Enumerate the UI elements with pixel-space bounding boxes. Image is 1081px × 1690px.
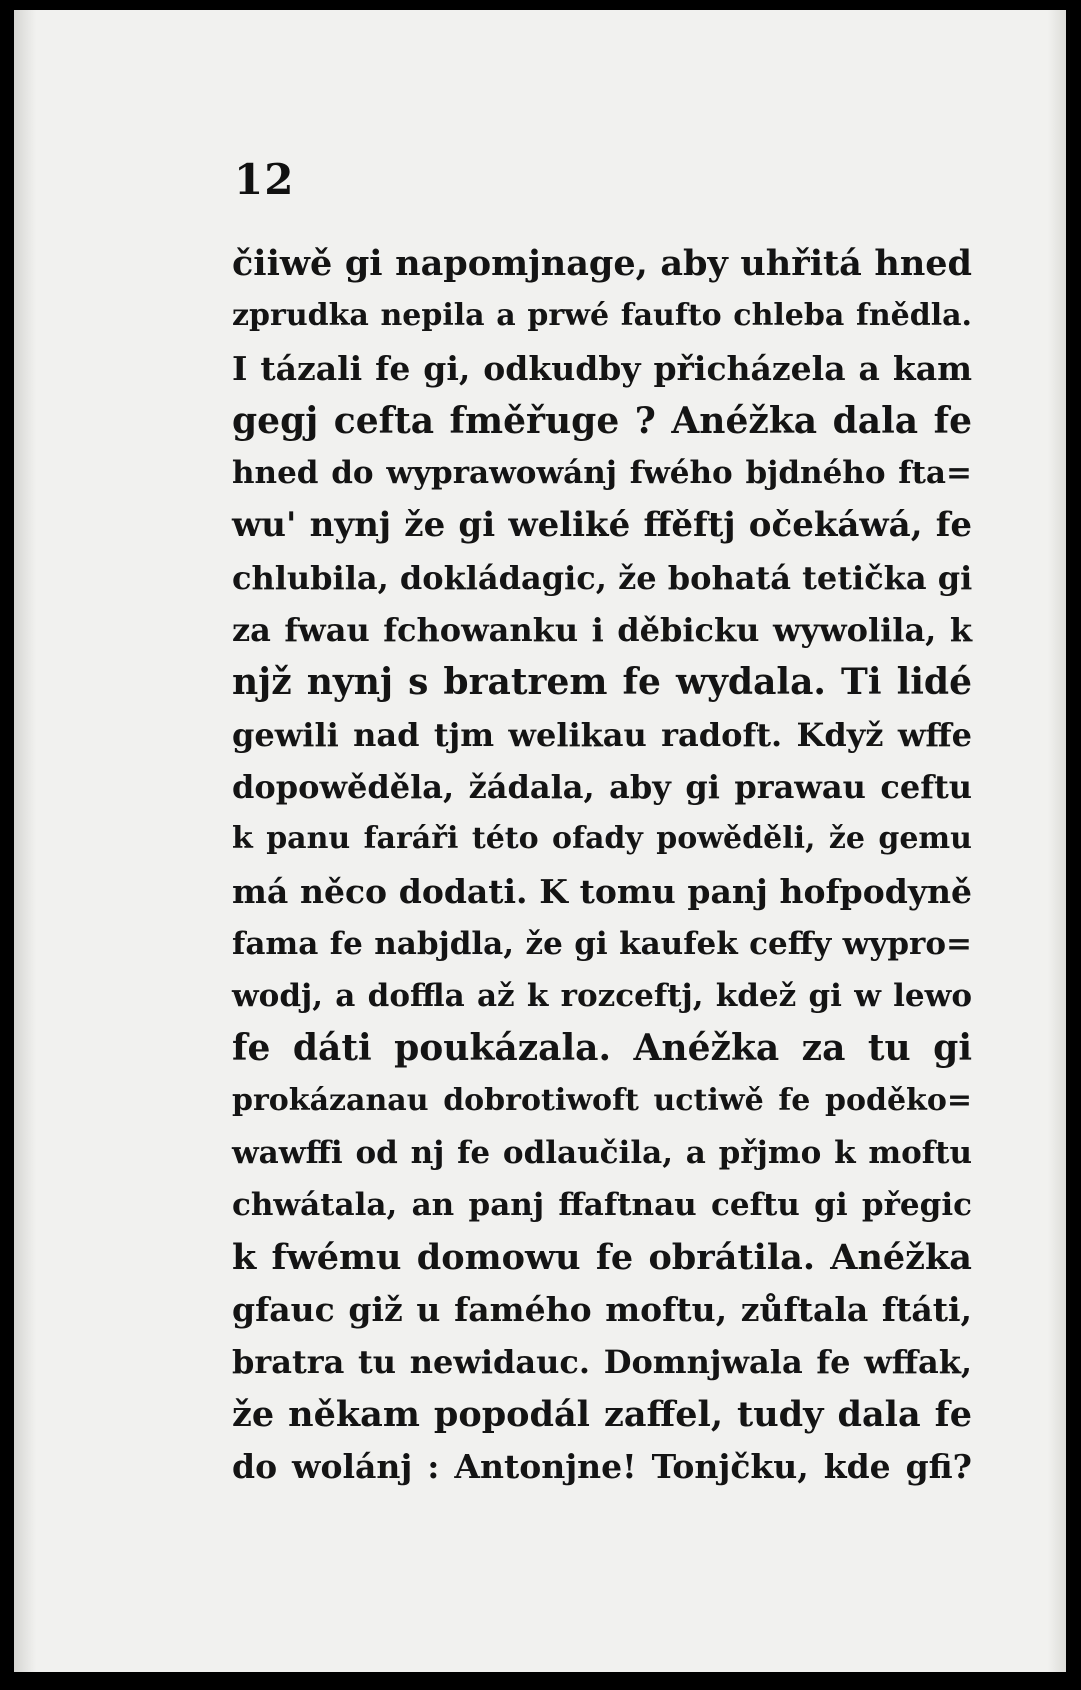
- text-line: k panu faráři této ofady powěděli, že gemu: [232, 821, 972, 857]
- page-number: 12: [234, 155, 295, 204]
- page-edge-right: [1048, 10, 1066, 1672]
- text-line: k fwému domowu fe obrátila. Anéžka: [232, 1236, 972, 1278]
- text-line: gegj cefta fměřuge ? Anéžka dala fe: [232, 399, 972, 442]
- text-line: gfauc giž u faméhο moftu, zůftala ftáti,: [232, 1289, 972, 1329]
- text-line: bratra tu newidauc. Domnjwala fe wffak,: [232, 1343, 972, 1382]
- body-text: [232, 238, 972, 1493]
- text-line: njž nynj s bratrem fe wydala. Ti lidé: [232, 661, 972, 704]
- text-line: fama fe nabjdla, že gi kaufek ceffy wypro=: [232, 925, 972, 962]
- text-line: chwátala, an panj ffaftnau ceftu gi přegic: [232, 1187, 972, 1224]
- page-edge-left: [14, 10, 36, 1672]
- text-line: dopowěděla, žádala, aby gi prawau ceftu: [232, 767, 972, 806]
- text-line: wawffi od nj fe odlaučila, a přjmo k moftu: [232, 1135, 972, 1172]
- text-line: gewili nad tjm welikau radoft. Když wffe: [232, 715, 972, 754]
- text-line: hned do wyprawowánj fwého bjdného fta=: [232, 455, 972, 492]
- text-line: chlubila, dokládagic, že bohatá tetička gi: [232, 558, 973, 597]
- text-line: za fwau fchowanku i děbicku wywolila, k: [232, 611, 972, 650]
- text-line: že někam popodál zaffel, tudy dala fe: [232, 1393, 972, 1435]
- text-line: wodj, a doffla až k rozceftj, kdež gi w lewo: [232, 978, 972, 1015]
- text-line: wu' nynj že gi weliké ffěftj očekáwá, fe: [232, 505, 972, 546]
- text-line: I tázali fe gi, odkudby přicházela a kam: [232, 348, 972, 388]
- text-line: do wolánj : Antonjne! Tonjčku, kde gfi?: [232, 1446, 972, 1486]
- text-line: zprudka nepila a prwé faufto chleba fnědla.: [232, 298, 972, 334]
- text-line: čiiwě gi napomjnage, aby uhřitá hned: [232, 243, 972, 284]
- text-line: fe dáti poukázala. Anéžka za tu gi: [232, 1027, 972, 1070]
- book-page: [14, 10, 1066, 1672]
- text-line: má něco dodati. K tomu panj hofpodyně: [232, 871, 972, 911]
- text-line: prokázanau dobrotiwoft uctiwě fe poděko=: [232, 1082, 972, 1118]
